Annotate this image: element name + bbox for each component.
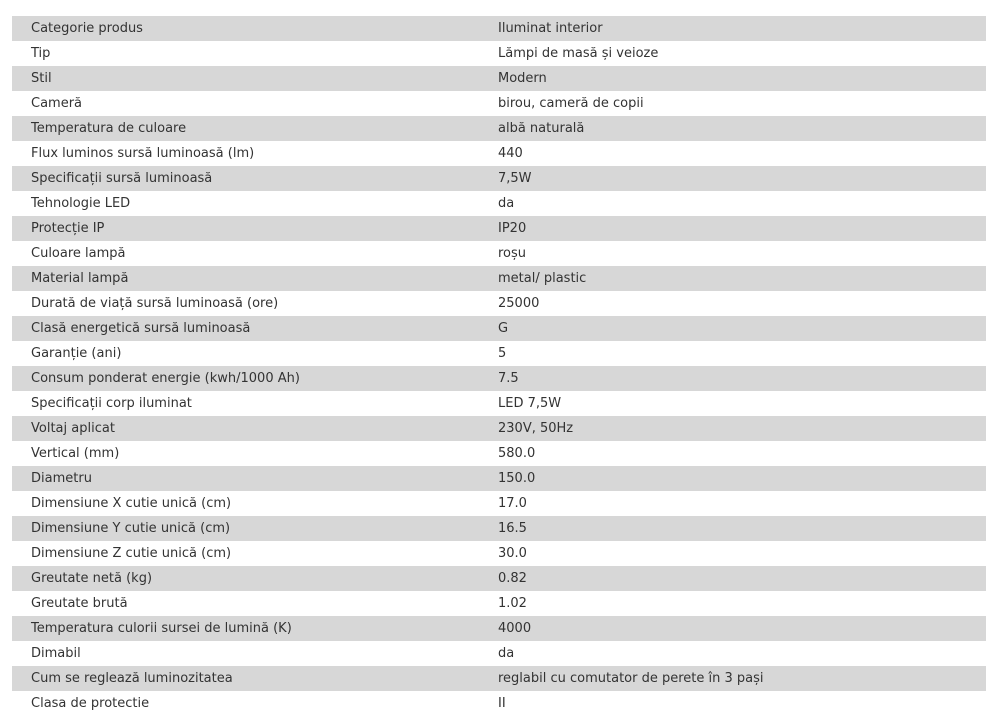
spec-value: IP20 <box>498 216 986 241</box>
spec-row <box>12 91 986 116</box>
spec-row <box>12 666 986 691</box>
spec-label: Dimensiune Y cutie unică (cm) <box>12 516 498 541</box>
spec-label: Culoare lampă <box>12 241 498 266</box>
spec-row <box>12 466 986 491</box>
spec-label: Greutate netă (kg) <box>12 566 498 591</box>
spec-label: Durată de viață sursă luminoasă (ore) <box>12 291 498 316</box>
spec-row <box>12 191 986 216</box>
spec-label: Specificații corp iluminat <box>12 391 498 416</box>
spec-value: 17.0 <box>498 491 986 516</box>
spec-row <box>12 541 986 566</box>
spec-label: Flux luminos sursă luminoasă (lm) <box>12 141 498 166</box>
spec-row <box>12 691 986 716</box>
spec-row <box>12 616 986 641</box>
spec-value: Iluminat interior <box>498 16 986 41</box>
spec-row <box>12 116 986 141</box>
spec-label: Temperatura culorii sursei de lumină (K) <box>12 616 498 641</box>
spec-row <box>12 491 986 516</box>
spec-row <box>12 266 986 291</box>
spec-label: Greutate brută <box>12 591 498 616</box>
spec-value: 30.0 <box>498 541 986 566</box>
spec-label: Vertical (mm) <box>12 441 498 466</box>
spec-label: Diametru <box>12 466 498 491</box>
spec-row <box>12 341 986 366</box>
spec-value: roșu <box>498 241 986 266</box>
spec-label: Material lampă <box>12 266 498 291</box>
spec-value: Modern <box>498 66 986 91</box>
spec-value: 1.02 <box>498 591 986 616</box>
spec-row <box>12 441 986 466</box>
spec-label: Dimensiune Z cutie unică (cm) <box>12 541 498 566</box>
spec-value: reglabil cu comutator de perete în 3 pași <box>498 666 986 691</box>
spec-row <box>12 366 986 391</box>
spec-value: LED 7,5W <box>498 391 986 416</box>
spec-row <box>12 516 986 541</box>
spec-value: 0.82 <box>498 566 986 591</box>
spec-value: 5 <box>498 341 986 366</box>
spec-value: Lămpi de masă și veioze <box>498 41 986 66</box>
spec-label: Clasă energetică sursă luminoasă <box>12 316 498 341</box>
spec-value: albă naturală <box>498 116 986 141</box>
spec-value: 16.5 <box>498 516 986 541</box>
spec-label: Stil <box>12 66 498 91</box>
spec-value: 25000 <box>498 291 986 316</box>
spec-row <box>12 416 986 441</box>
spec-row <box>12 166 986 191</box>
spec-row <box>12 66 986 91</box>
spec-label: Tehnologie LED <box>12 191 498 216</box>
spec-row <box>12 391 986 416</box>
spec-value: G <box>498 316 986 341</box>
spec-label: Cameră <box>12 91 498 116</box>
spec-label: Temperatura de culoare <box>12 116 498 141</box>
spec-label: Specificații sursă luminoasă <box>12 166 498 191</box>
spec-label: Cum se reglează luminozitatea <box>12 666 498 691</box>
spec-label: Consum ponderat energie (kwh/1000 Ah) <box>12 366 498 391</box>
spec-value: 7.5 <box>498 366 986 391</box>
product-specs-table <box>12 16 986 716</box>
spec-row <box>12 141 986 166</box>
spec-value: 4000 <box>498 616 986 641</box>
spec-value: 150.0 <box>498 466 986 491</box>
spec-value: 440 <box>498 141 986 166</box>
spec-row <box>12 566 986 591</box>
spec-value: 230V, 50Hz <box>498 416 986 441</box>
spec-row <box>12 291 986 316</box>
spec-label: Dimabil <box>12 641 498 666</box>
spec-value: da <box>498 191 986 216</box>
spec-label: Dimensiune X cutie unică (cm) <box>12 491 498 516</box>
spec-row <box>12 591 986 616</box>
spec-value: da <box>498 641 986 666</box>
spec-value: metal/ plastic <box>498 266 986 291</box>
spec-row <box>12 641 986 666</box>
spec-row <box>12 216 986 241</box>
spec-value: 580.0 <box>498 441 986 466</box>
spec-label: Categorie produs <box>12 16 498 41</box>
spec-table-body <box>12 16 986 716</box>
spec-label: Voltaj aplicat <box>12 416 498 441</box>
spec-label: Clasa de protectie <box>12 691 498 716</box>
spec-label: Garanție (ani) <box>12 341 498 366</box>
spec-row <box>12 316 986 341</box>
spec-row <box>12 41 986 66</box>
spec-value: 7,5W <box>498 166 986 191</box>
spec-value: II <box>498 691 986 716</box>
spec-value: birou, cameră de copii <box>498 91 986 116</box>
spec-row <box>12 241 986 266</box>
spec-label: Tip <box>12 41 498 66</box>
spec-row <box>12 16 986 41</box>
spec-label: Protecție IP <box>12 216 498 241</box>
